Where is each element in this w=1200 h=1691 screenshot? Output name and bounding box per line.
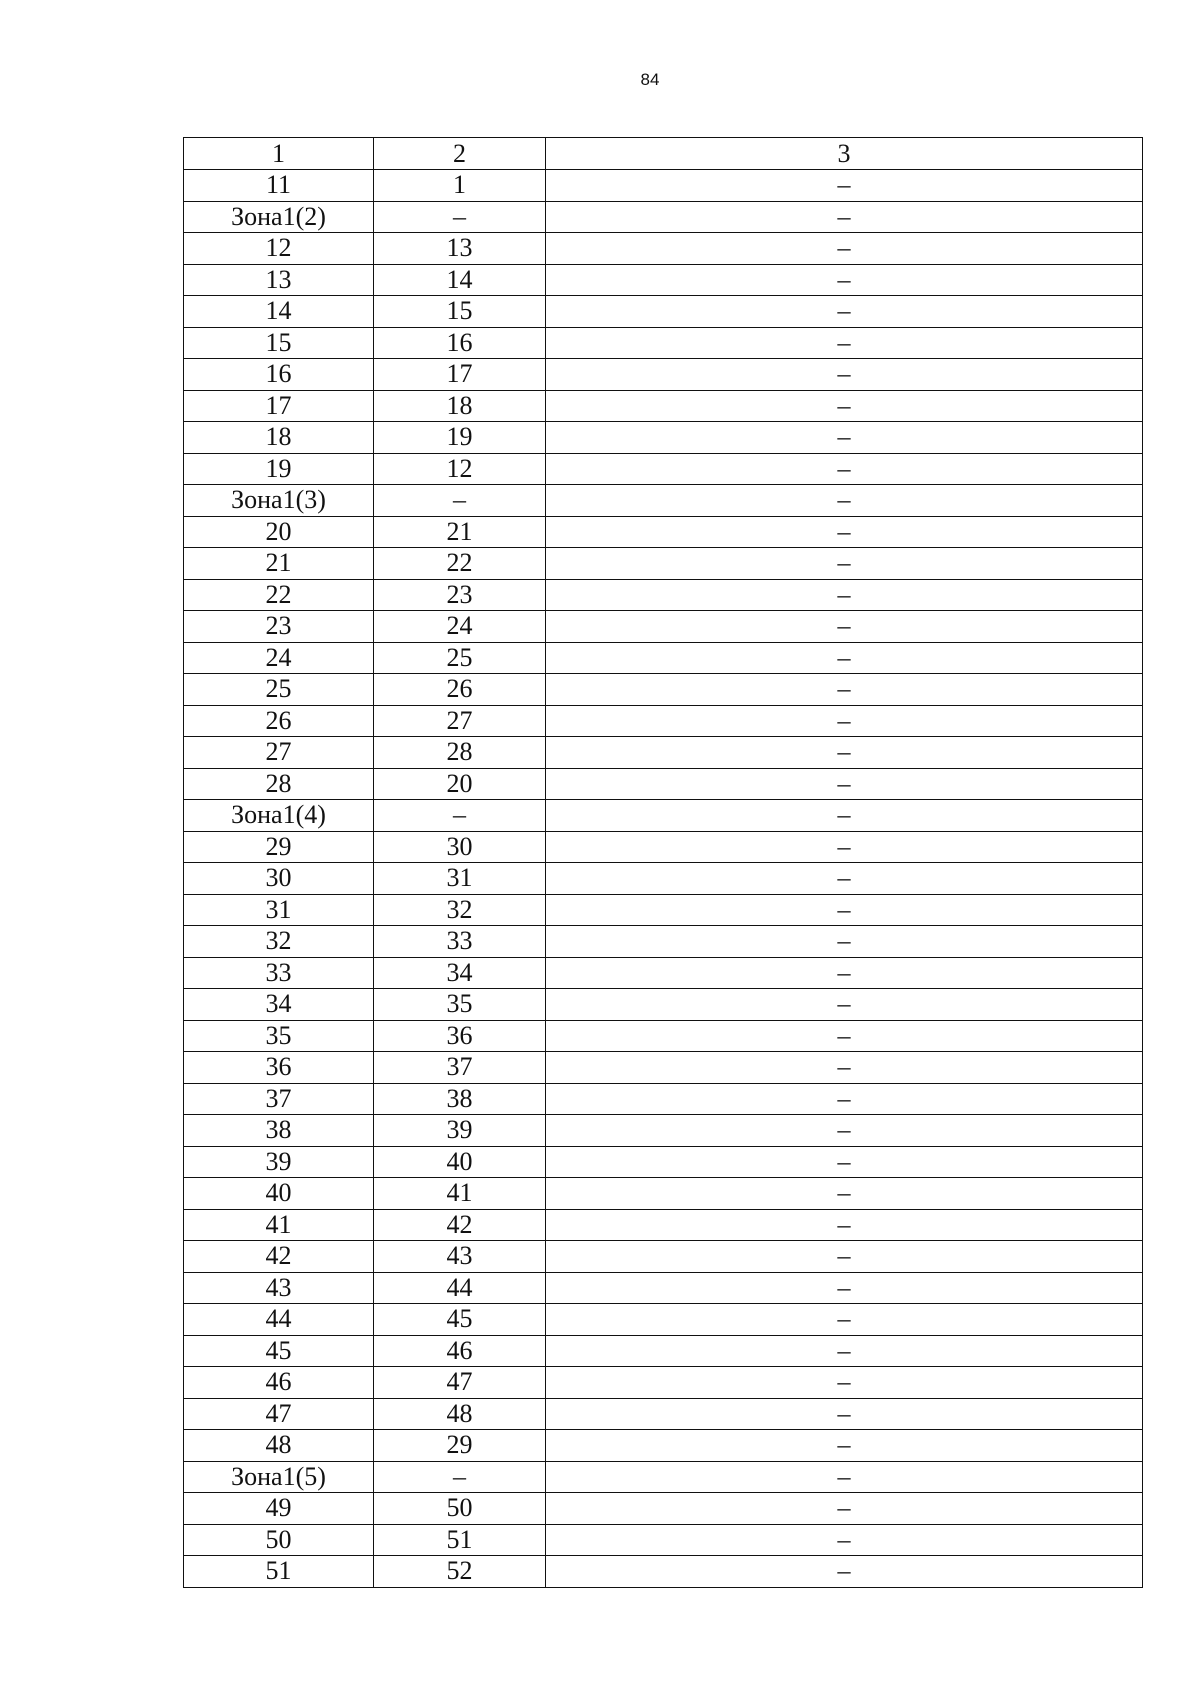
table-row <box>184 1146 1143 1178</box>
table-cell: – <box>546 611 1143 643</box>
table-row <box>184 1524 1143 1556</box>
table-cell: Зона1(3) <box>184 485 374 517</box>
table-cell: 34 <box>374 957 546 989</box>
table-cell: 41 <box>184 1209 374 1241</box>
table-cell: 41 <box>374 1178 546 1210</box>
table-cell: 13 <box>374 233 546 265</box>
table-row <box>184 705 1143 737</box>
table-row <box>184 611 1143 643</box>
table-row <box>184 233 1143 265</box>
column-header: 2 <box>374 138 546 170</box>
table-row <box>184 1241 1143 1273</box>
table-row <box>184 1367 1143 1399</box>
table-cell: 44 <box>184 1304 374 1336</box>
table-row <box>184 1272 1143 1304</box>
table-cell: 38 <box>184 1115 374 1147</box>
table-cell: – <box>546 737 1143 769</box>
table-cell: 27 <box>374 705 546 737</box>
table-cell: – <box>546 1398 1143 1430</box>
table-cell: 36 <box>374 1020 546 1052</box>
table-row <box>184 1398 1143 1430</box>
table-row <box>184 1335 1143 1367</box>
table-cell: – <box>546 957 1143 989</box>
table-cell: – <box>546 926 1143 958</box>
table-cell: 25 <box>184 674 374 706</box>
table-cell: 33 <box>184 957 374 989</box>
table-header-row <box>184 138 1143 170</box>
table-cell: 16 <box>374 327 546 359</box>
table-row <box>184 296 1143 328</box>
table-cell: 48 <box>374 1398 546 1430</box>
table-cell: 29 <box>374 1430 546 1462</box>
table-cell: Зона1(2) <box>184 201 374 233</box>
table-cell: 26 <box>374 674 546 706</box>
table-cell: 40 <box>184 1178 374 1210</box>
table-cell: 17 <box>184 390 374 422</box>
table-cell: 28 <box>374 737 546 769</box>
table-cell: – <box>546 264 1143 296</box>
table-row <box>184 1493 1143 1525</box>
table-cell: 27 <box>184 737 374 769</box>
table-row <box>184 863 1143 895</box>
table-row <box>184 642 1143 674</box>
table-cell: Зона1(4) <box>184 800 374 832</box>
table-cell: – <box>546 989 1143 1021</box>
table-row <box>184 957 1143 989</box>
data-table <box>183 137 1143 1588</box>
table-row <box>184 1430 1143 1462</box>
table-cell: 50 <box>184 1524 374 1556</box>
table-cell: 15 <box>184 327 374 359</box>
table-row <box>184 579 1143 611</box>
table-cell: 24 <box>374 611 546 643</box>
table-cell: 47 <box>184 1398 374 1430</box>
table-cell: 39 <box>374 1115 546 1147</box>
table-cell: – <box>546 894 1143 926</box>
table-cell: 15 <box>374 296 546 328</box>
table-cell: – <box>546 422 1143 454</box>
table-row <box>184 170 1143 202</box>
table-cell: – <box>546 1178 1143 1210</box>
table-cell: – <box>546 296 1143 328</box>
table-row <box>184 485 1143 517</box>
table-cell: 36 <box>184 1052 374 1084</box>
table-cell: 11 <box>184 170 374 202</box>
table-cell: 13 <box>184 264 374 296</box>
table-cell: 32 <box>184 926 374 958</box>
table-row <box>184 1304 1143 1336</box>
table-cell: 22 <box>374 548 546 580</box>
table-row <box>184 831 1143 863</box>
table-cell: 48 <box>184 1430 374 1462</box>
table-cell: – <box>546 1304 1143 1336</box>
table-body <box>184 138 1143 1588</box>
table-cell: – <box>546 201 1143 233</box>
table-cell: – <box>546 1556 1143 1588</box>
table-row <box>184 926 1143 958</box>
table-cell: – <box>546 642 1143 674</box>
table-cell: – <box>546 831 1143 863</box>
table-cell: 47 <box>374 1367 546 1399</box>
table-row <box>184 894 1143 926</box>
table-cell: 19 <box>374 422 546 454</box>
table-cell: 22 <box>184 579 374 611</box>
table-row <box>184 422 1143 454</box>
table-cell: 12 <box>374 453 546 485</box>
table-cell: 29 <box>184 831 374 863</box>
table-cell: – <box>546 1052 1143 1084</box>
table-cell: – <box>546 1146 1143 1178</box>
table-cell: Зона1(5) <box>184 1461 374 1493</box>
table-row <box>184 800 1143 832</box>
table-cell: – <box>546 548 1143 580</box>
table-cell: – <box>546 1367 1143 1399</box>
table-cell: – <box>546 1524 1143 1556</box>
table-cell: – <box>546 390 1143 422</box>
table-cell: – <box>546 170 1143 202</box>
table-cell: – <box>546 579 1143 611</box>
table-cell: – <box>374 485 546 517</box>
table-row <box>184 327 1143 359</box>
table-cell: 28 <box>184 768 374 800</box>
table-cell: – <box>546 768 1143 800</box>
table-cell: – <box>546 1115 1143 1147</box>
table-cell: – <box>546 453 1143 485</box>
table-cell: 42 <box>374 1209 546 1241</box>
table-cell: 51 <box>184 1556 374 1588</box>
table-cell: – <box>546 674 1143 706</box>
table-cell: 33 <box>374 926 546 958</box>
table-cell: – <box>546 516 1143 548</box>
table-cell: – <box>546 800 1143 832</box>
table-cell: – <box>546 1209 1143 1241</box>
table-row <box>184 516 1143 548</box>
table-row <box>184 390 1143 422</box>
table-cell: – <box>546 1335 1143 1367</box>
table-cell: 23 <box>184 611 374 643</box>
table-cell: 14 <box>184 296 374 328</box>
table-cell: 32 <box>374 894 546 926</box>
table-row <box>184 1209 1143 1241</box>
table-cell: 26 <box>184 705 374 737</box>
table-cell: 34 <box>184 989 374 1021</box>
table-row <box>184 1115 1143 1147</box>
table-cell: – <box>546 1461 1143 1493</box>
table-cell: 50 <box>374 1493 546 1525</box>
table-cell: 51 <box>374 1524 546 1556</box>
table-row <box>184 1556 1143 1588</box>
table-row <box>184 201 1143 233</box>
table-cell: 43 <box>374 1241 546 1273</box>
table-cell: 20 <box>374 768 546 800</box>
table-cell: – <box>546 863 1143 895</box>
table-cell: – <box>546 485 1143 517</box>
table-cell: – <box>546 1083 1143 1115</box>
table-cell: 31 <box>184 894 374 926</box>
table-cell: – <box>546 233 1143 265</box>
table-row <box>184 453 1143 485</box>
table-row <box>184 1052 1143 1084</box>
table-cell: 52 <box>374 1556 546 1588</box>
table-cell: 35 <box>184 1020 374 1052</box>
table-row <box>184 548 1143 580</box>
table-row <box>184 1020 1143 1052</box>
table-cell: 39 <box>184 1146 374 1178</box>
table-cell: 30 <box>184 863 374 895</box>
column-header: 3 <box>546 138 1143 170</box>
table-cell: – <box>546 327 1143 359</box>
table-cell: 37 <box>374 1052 546 1084</box>
table-cell: 40 <box>374 1146 546 1178</box>
table-cell: 18 <box>184 422 374 454</box>
page-number: 84 <box>640 70 660 89</box>
table-cell: – <box>374 800 546 832</box>
table-cell: 46 <box>184 1367 374 1399</box>
table-cell: 35 <box>374 989 546 1021</box>
table-cell: 38 <box>374 1083 546 1115</box>
table-cell: 45 <box>184 1335 374 1367</box>
table-cell: 18 <box>374 390 546 422</box>
table-row <box>184 359 1143 391</box>
table-row <box>184 1083 1143 1115</box>
table-cell: 23 <box>374 579 546 611</box>
table-cell: 37 <box>184 1083 374 1115</box>
table-cell: 44 <box>374 1272 546 1304</box>
table-cell: 12 <box>184 233 374 265</box>
table-cell: 43 <box>184 1272 374 1304</box>
table-cell: – <box>546 1272 1143 1304</box>
table-cell: 1 <box>374 170 546 202</box>
table-cell: 21 <box>374 516 546 548</box>
table-cell: – <box>546 1020 1143 1052</box>
table-cell: 49 <box>184 1493 374 1525</box>
table-cell: 30 <box>374 831 546 863</box>
table-cell: – <box>546 1430 1143 1462</box>
table-row <box>184 264 1143 296</box>
table-cell: 42 <box>184 1241 374 1273</box>
table-row <box>184 1461 1143 1493</box>
table-row <box>184 737 1143 769</box>
table-cell: 25 <box>374 642 546 674</box>
table-row <box>184 768 1143 800</box>
table-cell: 16 <box>184 359 374 391</box>
table-cell: 14 <box>374 264 546 296</box>
table-cell: – <box>546 1241 1143 1273</box>
table-cell: – <box>546 1493 1143 1525</box>
table-row <box>184 1178 1143 1210</box>
table-cell: – <box>374 201 546 233</box>
table-cell: 19 <box>184 453 374 485</box>
table-row <box>184 989 1143 1021</box>
table-row <box>184 674 1143 706</box>
table-cell: 24 <box>184 642 374 674</box>
table-cell: 17 <box>374 359 546 391</box>
table-cell: 46 <box>374 1335 546 1367</box>
table-cell: – <box>546 359 1143 391</box>
table-cell: – <box>546 705 1143 737</box>
table-cell: 21 <box>184 548 374 580</box>
table-cell: – <box>374 1461 546 1493</box>
table-cell: 20 <box>184 516 374 548</box>
table-cell: 45 <box>374 1304 546 1336</box>
column-header: 1 <box>184 138 374 170</box>
table-cell: 31 <box>374 863 546 895</box>
